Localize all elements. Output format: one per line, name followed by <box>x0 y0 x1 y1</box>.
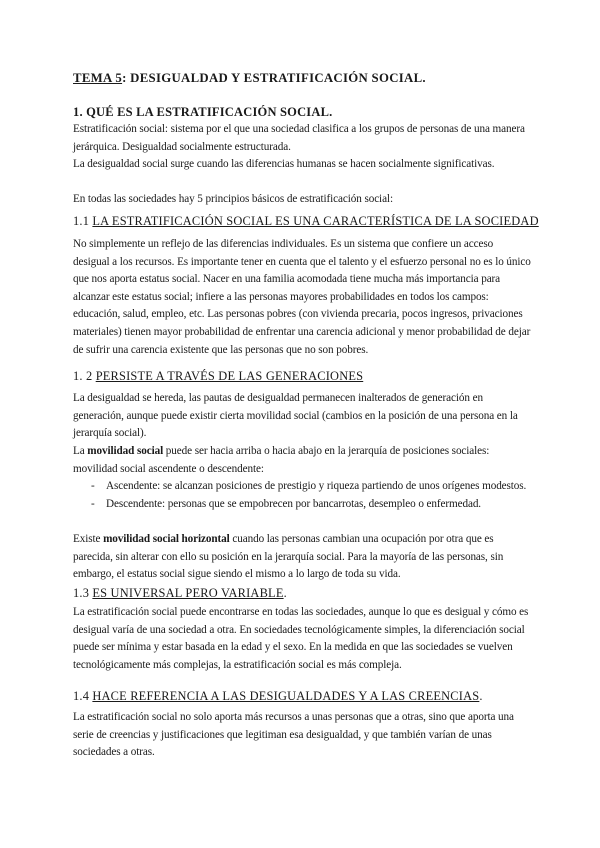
subsection-number: 1. 2 <box>73 369 96 383</box>
horizontal-mobility-paragraph <box>73 531 531 584</box>
subsection-title: HACE REFERENCIA A LAS DESIGUALDADES Y A LAS CREENCIAS <box>92 689 480 703</box>
horizontal-term: movilidad social horizontal <box>103 533 230 545</box>
subsection-heading-1-4 <box>73 688 543 705</box>
intro-paragraph-inequality: La desigualdad social surge cuando las diferencias humanas se hacen socialmente significativas. <box>73 158 495 170</box>
intro-paragraph-principles: En todas las sociedades hay 5 principios básicos de estratificación social: <box>73 193 393 205</box>
subsection-heading-1-2 <box>73 368 543 385</box>
mobility-before: La <box>73 445 88 457</box>
horizontal-before: Existe <box>73 533 104 545</box>
subsection-number: 1.1 <box>73 214 93 228</box>
subsection-paragraph-1-1: No simplemente un reflejo de las diferencias individuales. Es un sistema que confiere un acceso desigual a los recursos. Es importante tener en cuenta que el talento y el esfuerzo personal no es lo único que nos aporta estatus social. Nacer en una familia acomodada tiene mucha más importancia para alcanzar este estatus social; infiere a las personas mayores probabilidades en todos los campos: educación, salud, empleo, etc. Las personas pobres (con vivienda precaria, pocos ingresos, privaciones materiales) tienen mayor probabilidad de enfrentar una carencia adicional y menor probabilidad de dejar de sufrir una carencia existente que las personas que no son pobres. <box>73 238 531 356</box>
subsection-number: 1.4 <box>73 689 93 703</box>
subsection-number: 1.3 <box>73 586 93 600</box>
subsection-title: ES UNIVERSAL PERO VARIABLE <box>92 586 284 600</box>
list-item-descendente: - Descendente: personas que se empobrecen por bancarrotas, desempleo o enfermedad. <box>73 496 531 514</box>
horizontal-after: cuando las personas cambian una ocupación por otra que es parecida, sin alterar con ello su posición en la jerarquía social. Para la mayoría de las personas, sin embargo, el estatus social sigue siendo el mismo a lo largo de toda su vida. <box>73 533 504 581</box>
mobility-list <box>73 478 531 513</box>
subsection-title-suffix: . <box>479 689 483 703</box>
subsection-title-suffix: . <box>283 586 287 600</box>
document-title <box>73 70 531 87</box>
subsection-paragraph-1-3: La estratificación social puede encontrarse en todas las sociedades, aunque lo que es desigual y cómo es desigual varía de una sociedad a otra. En sociedades tecnológicamente simples, la diferenciación social puede ser mínima y estar basada en la edad y el sexo. En la medida en que las sociedades se vuelven tecnológicamente más complejas, la estratificación social es más compleja. <box>73 606 529 671</box>
mobility-term: movilidad social <box>87 445 164 457</box>
title-prefix: TEMA 5 <box>73 71 123 85</box>
section-heading: 1. QUÉ ES LA ESTRATIFICACIÓN SOCIAL. <box>73 105 333 119</box>
subsection-paragraph-1-2: La desigualdad se hereda, las pautas de desigualdad permanecen inalterados de generación en generación, aunque puede existir cierta movilidad social (cambios en la posición de una persona en la jerarquía social). <box>73 392 518 440</box>
subsection-title: PERSISTE A TRAVÉS DE LAS GENERACIONES <box>95 369 364 383</box>
subsection-title: LA ESTRATIFICACIÓN SOCIAL ES UNA CARACTERÍSTICA DE LA SOCIEDAD <box>92 214 539 228</box>
list-item-ascendente: - Ascendente: se alcanzan posiciones de prestigio y riqueza partiendo de unos orígenes modestos. <box>73 478 531 496</box>
subsection-heading-1-1 <box>73 213 543 230</box>
mobility-paragraph <box>73 443 531 478</box>
title-rest: : DESIGUALDAD Y ESTRATIFICACIÓN SOCIAL. <box>122 71 426 85</box>
mobility-after: puede ser hacia arriba o hacia abajo en la jerarquía de posiciones sociales: movilidad social ascendente o descendente: <box>73 445 490 475</box>
intro-paragraph-definition: Estratificación social: sistema por el que una sociedad clasifica a los grupos de personas de una manera jerárquica. Desigualdad socialmente estructurada. <box>73 123 525 153</box>
subsection-paragraph-1-4: La estratificación social no solo aporta más recursos a unas personas que a otras, sino que aporta una serie de creencias y justificaciones que legitiman esa desigualdad, y que también varían de unas sociedades a otras. <box>73 711 514 759</box>
subsection-heading-1-3 <box>73 585 543 602</box>
